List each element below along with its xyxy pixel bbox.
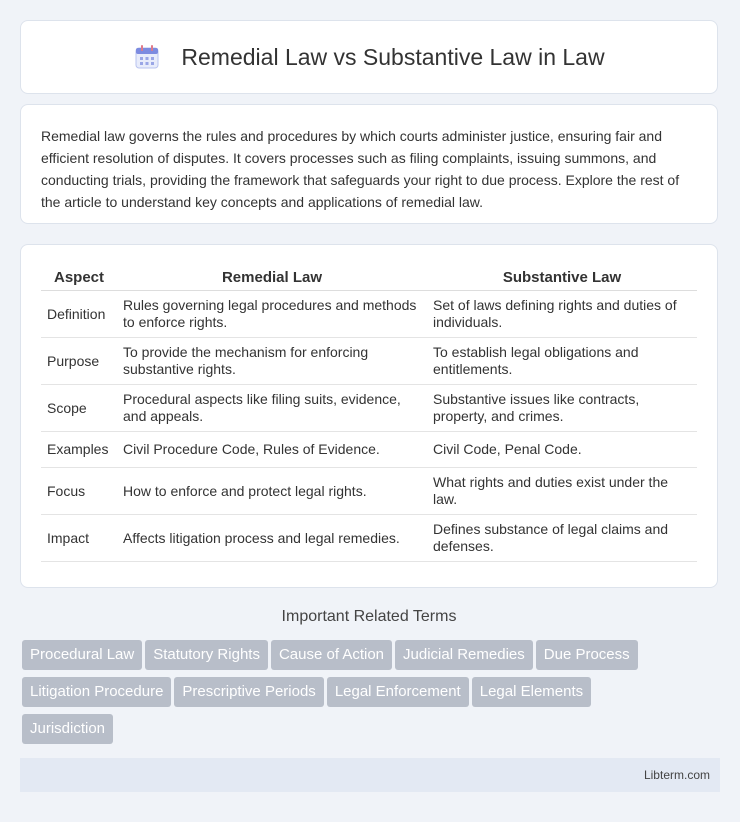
column-header-remedial: Remedial Law — [117, 265, 427, 291]
tag-cause-of-action[interactable]: Cause of Action — [271, 640, 392, 670]
table-header-row — [41, 265, 697, 291]
tag-due-process[interactable]: Due Process — [536, 640, 638, 670]
table-cell-aspect: Definition — [41, 291, 117, 338]
related-terms-title: Important Related Terms — [281, 608, 457, 625]
tag-litigation-procedure[interactable]: Litigation Procedure — [22, 677, 171, 707]
table-cell-substantive: Substantive issues like contracts, property, and crimes. — [427, 385, 697, 432]
table-cell-substantive: Set of laws defining rights and duties of individuals. — [427, 291, 697, 338]
table-row — [41, 385, 697, 432]
table-row — [41, 515, 697, 562]
comparison-card — [20, 244, 718, 588]
table-cell-aspect: Purpose — [41, 338, 117, 385]
tag-judicial-remedies[interactable]: Judicial Remedies — [395, 640, 533, 670]
title-card — [20, 20, 718, 94]
table-cell-remedial: To provide the mechanism for enforcing substantive rights. — [117, 338, 427, 385]
table-cell-remedial: Civil Procedure Code, Rules of Evidence. — [117, 432, 427, 468]
tag-procedural-law[interactable]: Procedural Law — [22, 640, 142, 670]
intro-card — [20, 104, 718, 224]
table-cell-remedial: Procedural aspects like filing suits, evidence, and appeals. — [117, 385, 427, 432]
table-cell-substantive: What rights and duties exist under the law. — [427, 468, 697, 515]
table-cell-aspect: Impact — [41, 515, 117, 562]
table-row — [41, 338, 697, 385]
table-cell-substantive: Civil Code, Penal Code. — [427, 432, 697, 468]
column-header-aspect: Aspect — [41, 265, 117, 291]
column-header-substantive: Substantive Law — [427, 265, 697, 291]
table-cell-remedial: Affects litigation process and legal remedies. — [117, 515, 427, 562]
tag-legal-elements[interactable]: Legal Elements — [472, 677, 591, 707]
tag-statutory-rights[interactable]: Statutory Rights — [145, 640, 268, 670]
table-cell-remedial: How to enforce and protect legal rights. — [117, 468, 427, 515]
table-cell-aspect: Scope — [41, 385, 117, 432]
table-row — [41, 432, 697, 468]
tag-legal-enforcement[interactable]: Legal Enforcement — [327, 677, 469, 707]
page-title: Remedial Law vs Substantive Law in Law — [181, 43, 605, 70]
footer — [20, 758, 720, 792]
table-cell-aspect: Examples — [41, 432, 117, 468]
footer-site-link[interactable]: Libterm.com — [643, 768, 710, 782]
table-cell-substantive: Defines substance of legal claims and defenses. — [427, 515, 697, 562]
intro-paragraph: Remedial law governs the rules and procedures by which courts administer justice, ensuring fair and efficient resolution of disputes. It covers processes such as filing complaints, issuing summons, and conducting trials, providing the framework that safeguards your right to due process. Explore the rest of the article to understand key concepts and applications of remedial law. — [41, 128, 680, 210]
table-cell-remedial: Rules governing legal procedures and methods to enforce rights. — [117, 291, 427, 338]
tag-prescriptive-periods[interactable]: Prescriptive Periods — [174, 677, 323, 707]
comparison-table — [41, 265, 697, 562]
tag-jurisdiction[interactable]: Jurisdiction — [22, 714, 113, 744]
table-cell-aspect: Focus — [41, 468, 117, 515]
calendar-icon — [133, 43, 161, 71]
table-row — [41, 468, 697, 515]
table-cell-substantive: To establish legal obligations and entitlements. — [427, 338, 697, 385]
table-row — [41, 291, 697, 338]
related-terms-tags — [22, 640, 722, 751]
